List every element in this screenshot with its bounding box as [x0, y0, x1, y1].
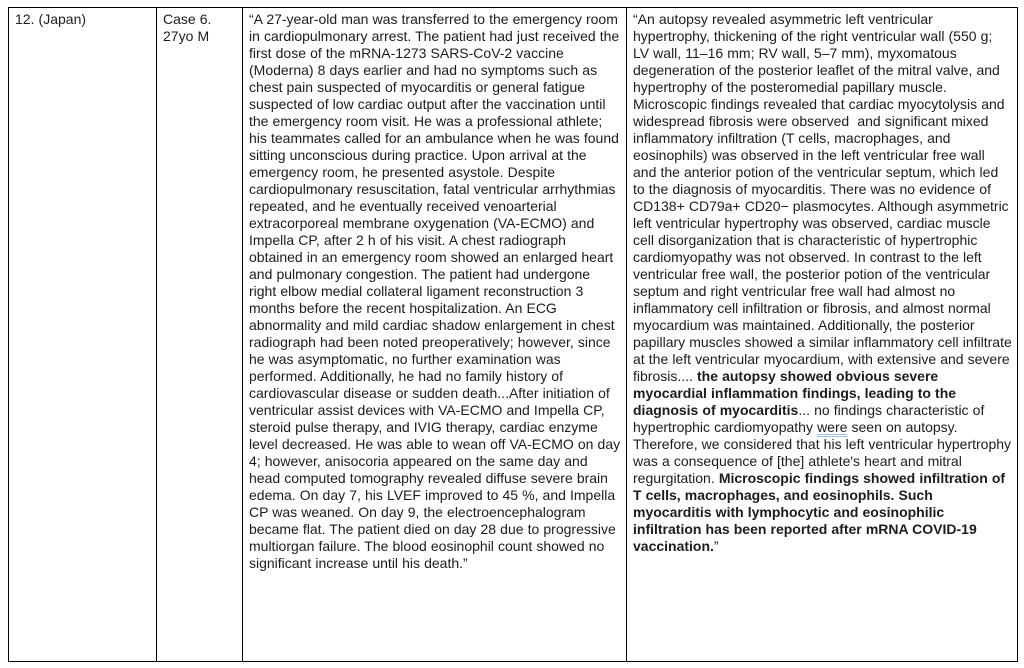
autopsy-findings-text: “An autopsy revealed asymmetric left ventricular hypertrophy, thickening of the right ventricular wall (550 g; LV wall, 11–16 mm; RV wall, 5–7 mm), myxomatous degeneration of the posterior leaflet of the mitral valve, and hypertrophy of the posteromedial papillary muscle. Microscopic findings revealed that cardiac myocytolysis and widespread fibrosis were observed and significant mixed inflammatory infiltration (T cells, macrophages, and eosinophils) was observed in the left ventricular free wall and the anterior potion of the ventricular septum, which led to the diagnosis of myocarditis. There was no evidence of CD138+ CD79a+ CD20− plasmocytes. Although asymmetric left ventricular hypertrophy was observed, cardiac muscle cell disorganization that is characteristic of hypertrophic cardiomyopathy was not observed. In contrast to the left ventricular free wall, the posterior potion of the ventricular septum and right ventricular free wall had almost no inflammatory cell infiltration or fibrosis, and almost normal myocardium was maintained. Additionally, the posterior papillary muscles showed a similar inflammatory cell infiltrate at the left ventricular myocardium, with extensive and severe fibrosis.... the autopsy showed obvious severe myocardial inflammation findings, leading to the diagnosis of myocarditis... no findings characteristic of hypertrophic cardiomyopathy were seen on autopsy. Therefore, we considered that his left ventricular hypertrophy was a consequence of [the] athlete's heart and mitral regurgitation. Microscopic findings showed infiltration of T cells, macrophages, and eosinophils. Such myocarditis with lymphocytic and eosinophilic infiltration has been reported after mRNA COVID-19 vaccination.”	[633, 11, 1016, 554]
cell-case-label	[157, 8, 243, 661]
cell-case-id	[9, 8, 157, 661]
case-table	[8, 7, 1018, 662]
case-id-text: 12. (Japan)	[15, 11, 87, 27]
cell-autopsy-findings	[627, 8, 1017, 661]
cell-clinical-course	[243, 8, 627, 661]
clinical-course-text: “A 27-year-old man was transferred to the emergency room in cardiopulmonary arrest. The patient had just received the first dose of the mRNA-1273 SARS-CoV-2 vaccine (Moderna) 8 days earlier and had no symptoms such as chest pain suspected of myocarditis or general fatigue suspected of low cardiac output after the vaccination until the emergency room visit. He was a professional athlete; his teammates called for an ambulance when he was found sitting unconscious during practice. Upon arrival at the emergency room, he presented asystole. Despite cardiopulmonary resuscitation, fatal ventricular arrhythmias repeated, and he eventually received venoarterial extracorporeal membrane oxygenation (VA-ECMO) and Impella CP, after 2 h of his visit. A chest radiograph obtained in an emergency room showed an enlarged heart and pulmonary congestion. The patient had undergone right elbow medial collateral ligament reconstruction 3 months before the recent hospitalization. An ECG abnormality and mild cardiac shadow enlargement in chest radiograph had been noted preoperatively; however, since he was asymptomatic, no further examination was performed. Additionally, he had no family history of cardiovascular disease or sudden death...After initiation of ventricular assist devices with VA-ECMO and Impella CP, steroid pulse therapy, and IVIG therapy, cardiac enzyme level decreased. He was able to wean off VA-ECMO on day 4; however, anisocoria appeared on the same day and head computed tomography revealed diffuse severe brain edema. On day 7, his LVEF improved to 45 %, and Impella CP was weaned. On day 9, the electroencephalogram became flat. The patient died on day 28 due to progressive multiorgan failure. The blood eosinophil count showed no significant increase until his death.”	[249, 11, 625, 571]
case-label-text: Case 6. 27yo M	[163, 11, 212, 44]
